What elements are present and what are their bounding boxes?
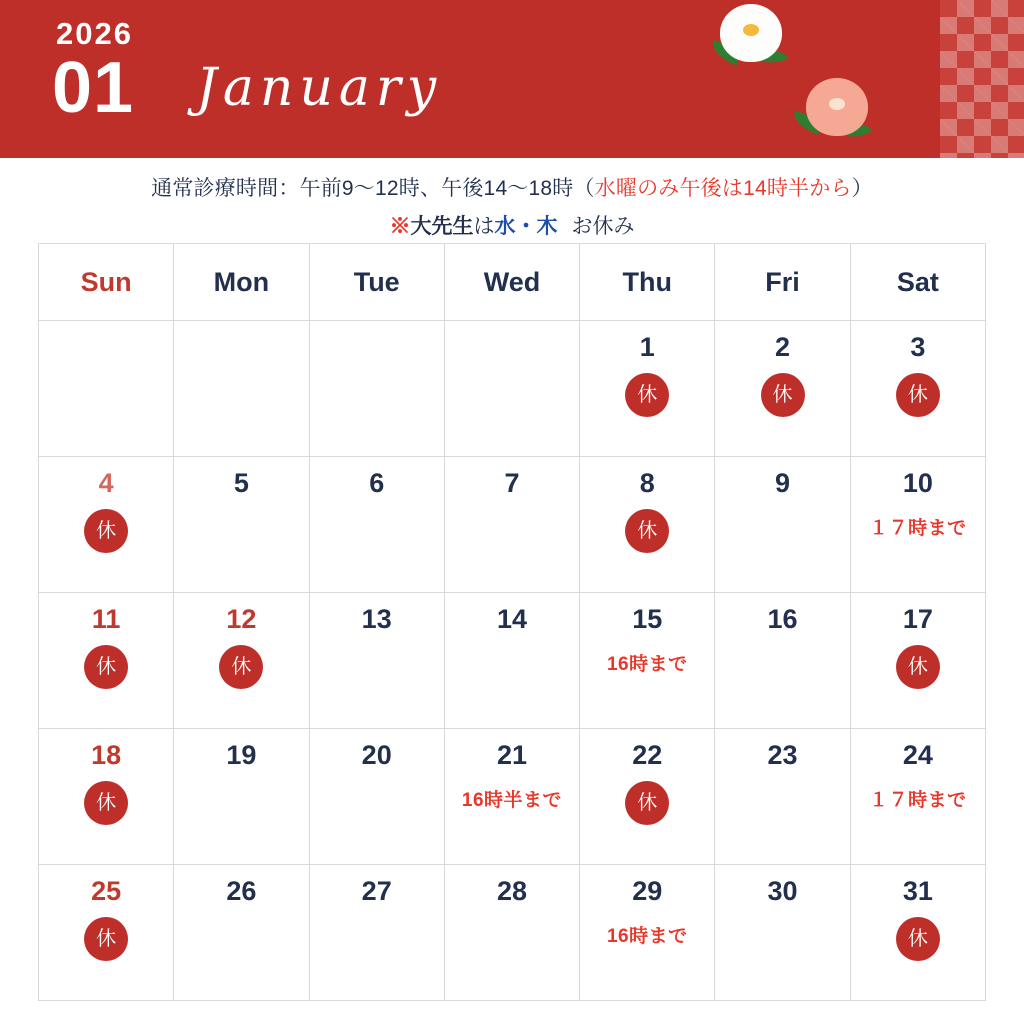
day-number: 15 (632, 604, 663, 634)
calendar-week-row (39, 729, 986, 865)
calendar-day-cell[interactable] (715, 865, 850, 1001)
weekday-header-tue: Tue (309, 244, 444, 321)
calendar-empty-cell (309, 321, 444, 457)
day-number: 12 (226, 604, 257, 634)
day-number: 4 (98, 468, 114, 498)
calendar-day-cell[interactable] (39, 865, 174, 1001)
calendar-day-cell[interactable] (309, 457, 444, 593)
day-number: 6 (369, 468, 385, 498)
note-line-hours (0, 172, 1024, 202)
calendar-day-cell[interactable] (309, 593, 444, 729)
day-number: 31 (902, 876, 933, 906)
day-number: 1 (639, 332, 655, 362)
calendar-day-cell[interactable] (39, 729, 174, 865)
calendar-empty-cell (444, 321, 579, 457)
closed-badge: 休 (84, 645, 128, 689)
day-number: 25 (91, 876, 122, 906)
calendar-header (0, 0, 1024, 158)
calendar-day-cell[interactable] (174, 593, 309, 729)
calendar-day-cell[interactable] (39, 457, 174, 593)
clinic-hours-notes (0, 158, 1024, 240)
calendar-week-row (39, 321, 986, 457)
calendar-empty-cell (174, 321, 309, 457)
calendar-day-cell[interactable] (444, 457, 579, 593)
calendar-day-cell[interactable] (174, 729, 309, 865)
day-number: 13 (361, 604, 392, 634)
closing-time-note: １７時まで (869, 789, 967, 811)
calendar-day-cell[interactable] (580, 321, 715, 457)
day-number: 21 (496, 740, 527, 770)
weekday-header-row (39, 244, 986, 321)
day-number: 17 (902, 604, 933, 634)
day-number: 7 (504, 468, 520, 498)
day-number: 11 (91, 604, 121, 634)
calendar-grid (38, 243, 986, 1001)
calendar-day-cell[interactable] (850, 321, 985, 457)
note-asterisk-mark: ※ (389, 215, 411, 238)
note-hours-prefix: 通常診療時間：午前9〜12時、午後14〜18時（ (151, 177, 595, 200)
note-off-days: 水・木 (494, 215, 558, 238)
calendar-day-cell[interactable] (715, 321, 850, 457)
note-particle: は (473, 215, 495, 238)
calendar-empty-cell (39, 321, 174, 457)
weekday-header-thu: Thu (580, 244, 715, 321)
day-number: 5 (233, 468, 249, 498)
closed-badge: 休 (625, 509, 669, 553)
closed-badge: 休 (896, 373, 940, 417)
calendar-day-cell[interactable] (850, 593, 985, 729)
note-doctor-name: 大先生 (410, 215, 474, 238)
closed-badge: 休 (625, 781, 669, 825)
calendar-day-cell[interactable] (580, 729, 715, 865)
day-number: 10 (902, 468, 933, 498)
calendar-day-cell[interactable] (580, 865, 715, 1001)
day-number: 22 (632, 740, 663, 770)
closed-badge: 休 (219, 645, 263, 689)
day-number: 23 (767, 740, 798, 770)
calendar-day-cell[interactable] (850, 865, 985, 1001)
weekday-header-sun: Sun (39, 244, 174, 321)
day-number: 29 (632, 876, 663, 906)
closed-badge: 休 (625, 373, 669, 417)
calendar-day-cell[interactable] (580, 457, 715, 593)
day-number: 20 (361, 740, 392, 770)
calendar-day-cell[interactable] (580, 593, 715, 729)
closed-badge: 休 (84, 917, 128, 961)
note-line-doctor-off (0, 210, 1024, 240)
calendar-day-cell[interactable] (444, 865, 579, 1001)
weekday-header-wed: Wed (444, 244, 579, 321)
day-number: 18 (91, 740, 122, 770)
day-number: 28 (496, 876, 527, 906)
day-number: 8 (639, 468, 655, 498)
closed-badge: 休 (84, 509, 128, 553)
closed-badge: 休 (896, 645, 940, 689)
closing-time-note: １７時まで (869, 517, 967, 539)
header-month-number: 01 (52, 48, 135, 128)
calendar-day-cell[interactable] (715, 729, 850, 865)
note-hours-suffix: ） (851, 177, 873, 200)
weekday-header-mon: Mon (174, 244, 309, 321)
day-number: 16 (767, 604, 798, 634)
day-number: 9 (775, 468, 791, 498)
header-year: 2026 (56, 16, 133, 51)
day-number: 14 (496, 604, 527, 634)
calendar-day-cell[interactable] (715, 593, 850, 729)
day-number: 26 (226, 876, 257, 906)
calendar-day-cell[interactable] (39, 593, 174, 729)
calendar-day-cell[interactable] (850, 457, 985, 593)
calendar-week-row (39, 457, 986, 593)
header-month-name: January (196, 58, 443, 118)
calendar-day-cell[interactable] (309, 865, 444, 1001)
calendar-day-cell[interactable] (715, 457, 850, 593)
weekday-header-fri: Fri (715, 244, 850, 321)
closed-badge: 休 (761, 373, 805, 417)
calendar-week-row (39, 593, 986, 729)
day-number: 27 (361, 876, 392, 906)
note-off-label: お休み (571, 215, 635, 238)
calendar-day-cell[interactable] (444, 593, 579, 729)
calendar-day-cell[interactable] (444, 729, 579, 865)
day-number: 24 (902, 740, 933, 770)
closed-badge: 休 (896, 917, 940, 961)
weekday-header-sat: Sat (850, 244, 985, 321)
calendar-day-cell[interactable] (174, 457, 309, 593)
day-number: 2 (775, 332, 791, 362)
day-number: 19 (226, 740, 257, 770)
calendar-body (39, 321, 986, 1001)
calendar-day-cell[interactable] (850, 729, 985, 865)
calendar-day-cell[interactable] (309, 729, 444, 865)
closed-badge: 休 (84, 781, 128, 825)
closing-time-note: 16時まで (606, 653, 688, 675)
day-number: 3 (910, 332, 926, 362)
checkered-pattern-decoration (940, 0, 1024, 158)
calendar-week-row (39, 865, 986, 1001)
closing-time-note: 16時半まで (461, 789, 563, 811)
calendar-day-cell[interactable] (174, 865, 309, 1001)
note-hours-highlight: 水曜のみ午後は14時半から (594, 177, 852, 200)
closing-time-note: 16時まで (606, 925, 688, 947)
day-number: 30 (767, 876, 798, 906)
